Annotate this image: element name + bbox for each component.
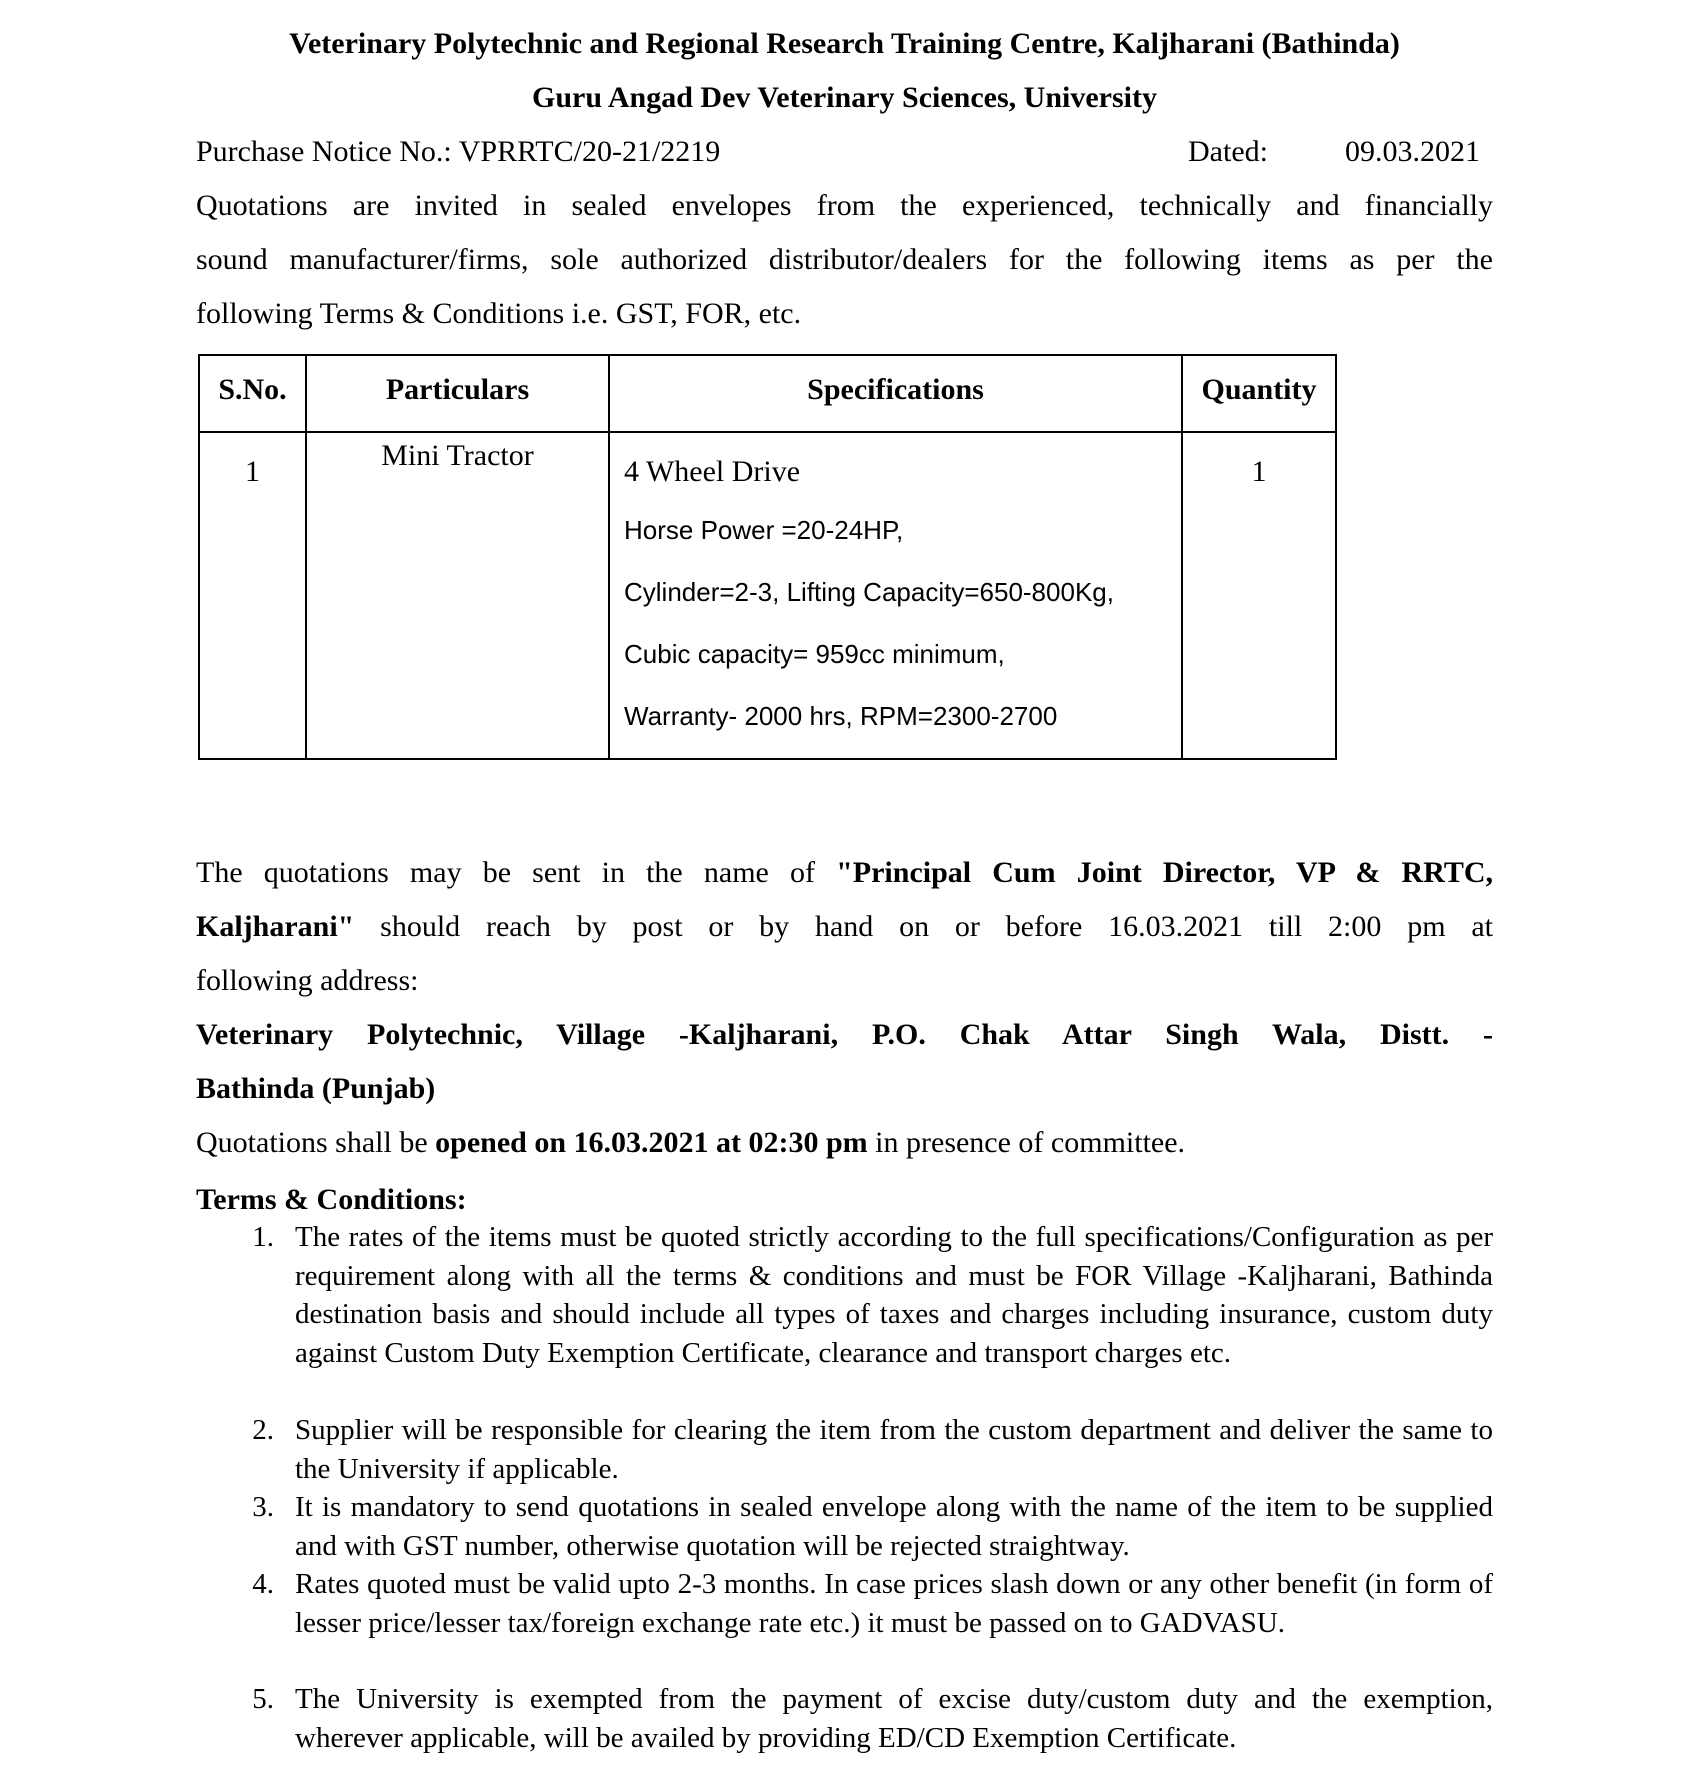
term-text: The University is exempted from the payment of excise duty/custom duty and the exemption, wherever applicable, will be availed by providing ED/CD Exemption Certificate. bbox=[295, 1683, 1493, 1754]
addressee-name: "Principal Cum Joint Director, VP & RRTC, bbox=[836, 856, 1494, 889]
purchase-notice-number: Purchase Notice No.: VPRRTC/20-21/2219 bbox=[196, 135, 721, 168]
opening-note bbox=[196, 1123, 1493, 1163]
institute-title: Veterinary Polytechnic and Regional Research Training Centre, Kaljharani (Bathinda) bbox=[289, 27, 1400, 60]
cell-sno: 1 bbox=[245, 455, 260, 488]
terms-title: Terms & Conditions: bbox=[196, 1183, 467, 1216]
submission-text: The quotations may be sent in the name of bbox=[196, 856, 815, 889]
address-line-2: Bathinda (Punjab) bbox=[196, 1072, 436, 1105]
opening-date-time: opened on 16.03.2021 at 02:30 pm bbox=[435, 1126, 868, 1159]
university-title: Guru Angad Dev Veterinary Sciences, University bbox=[532, 81, 1157, 114]
term-number: 1. bbox=[252, 1221, 274, 1253]
term-number: 5. bbox=[252, 1683, 274, 1715]
submission-deadline: should reach by post or by hand on or before 16.03.2021 till 2:00 pm at bbox=[380, 910, 1493, 943]
cell-quantity: 1 bbox=[1251, 455, 1267, 488]
opening-text: Quotations shall be bbox=[196, 1126, 428, 1159]
term-number: 4. bbox=[252, 1568, 274, 1600]
cell-spec-drive: 4 Wheel Drive bbox=[624, 455, 801, 488]
items-table bbox=[198, 354, 1337, 760]
table-divider bbox=[1181, 356, 1183, 758]
cell-spec-line: Horse Power =20-24HP, bbox=[624, 515, 904, 545]
term-number: 3. bbox=[252, 1491, 274, 1523]
header-particulars: Particulars bbox=[385, 373, 530, 406]
table-header-divider bbox=[200, 431, 1335, 433]
header-specifications: Specifications bbox=[807, 373, 984, 406]
intro-line-2: sound manufacturer/firms, sole authorized distributor/dealers for the following items as per the bbox=[196, 243, 1493, 276]
addressee-place: Kaljharani" bbox=[196, 910, 355, 943]
header-sno: S.No. bbox=[218, 373, 287, 406]
cell-spec-line: Warranty- 2000 hrs, RPM=2300-2700 bbox=[624, 701, 1058, 731]
term-text: The rates of the items must be quoted strictly according to the full specifications/Configuration as per requirement along with all the terms & conditions and must be FOR Village -Kaljharani, Bathinda destination basis and should include all types of taxes and charges including insurance, custom duty against Custom Duty Exemption Certificate, clearance and transport charges etc. bbox=[295, 1221, 1493, 1369]
term-text: Supplier will be responsible for clearing the item from the custom department and deliver the same to the University if applicable. bbox=[295, 1414, 1493, 1485]
dated-value: 09.03.2021 bbox=[1345, 135, 1480, 168]
submission-line-3: following address: bbox=[196, 964, 419, 997]
opening-text: in presence of committee. bbox=[875, 1126, 1186, 1159]
header-quantity: Quantity bbox=[1201, 373, 1317, 406]
term-text: It is mandatory to send quotations in sealed envelope along with the name of the item to be supplied and with GST number, otherwise quotation will be rejected straightway. bbox=[295, 1491, 1493, 1562]
table-divider bbox=[608, 356, 610, 758]
table-divider bbox=[305, 356, 307, 758]
term-text: Rates quoted must be valid upto 2-3 months. In case prices slash down or any other benefit (in form of lesser price/lesser tax/foreign exchange rate etc.) it must be passed on to GADVASU. bbox=[295, 1568, 1493, 1639]
cell-spec-line: Cylinder=2-3, Lifting Capacity=650-800Kg, bbox=[624, 577, 1114, 607]
intro-line-1: Quotations are invited in sealed envelopes from the experienced, technically and financially bbox=[196, 189, 1493, 222]
address-line-1: Veterinary Polytechnic, Village -Kaljharani, P.O. Chak Attar Singh Wala, Distt. - bbox=[196, 1018, 1493, 1051]
submission-line-2 bbox=[196, 907, 1493, 947]
submission-line-1 bbox=[196, 853, 1493, 893]
cell-spec-line: Cubic capacity= 959cc minimum, bbox=[624, 639, 1005, 669]
cell-particular: Mini Tractor bbox=[381, 439, 534, 472]
intro-line-3: following Terms & Conditions i.e. GST, FOR, etc. bbox=[196, 297, 802, 330]
dated-label: Dated: bbox=[1188, 135, 1268, 168]
term-number: 2. bbox=[252, 1414, 274, 1446]
